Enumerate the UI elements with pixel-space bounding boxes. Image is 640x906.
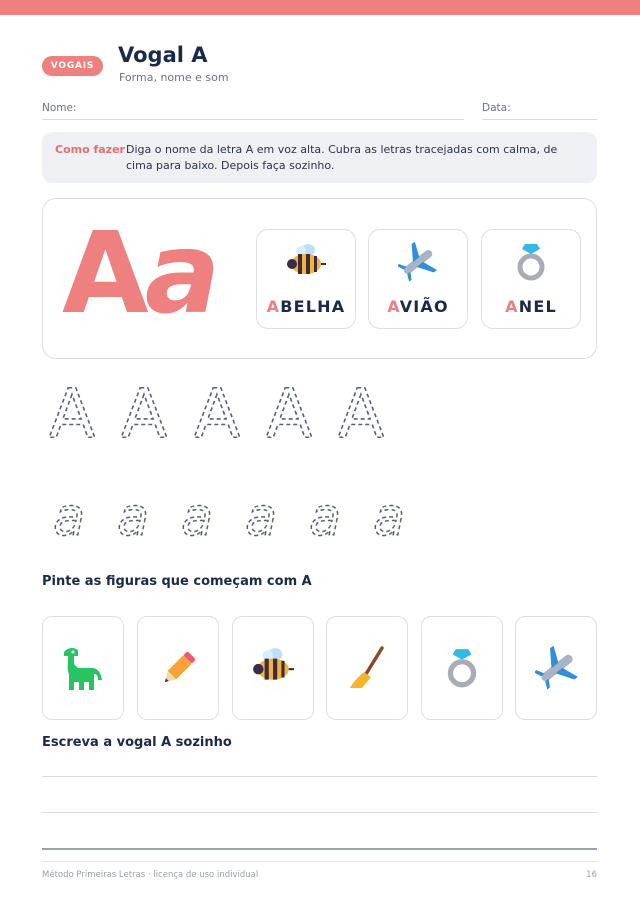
ring-icon <box>511 242 551 282</box>
instructions-box <box>42 132 597 183</box>
svg-text:a: a <box>245 495 277 541</box>
svg-text:A: A <box>193 385 241 441</box>
trace-letter-lower[interactable] <box>48 495 90 541</box>
svg-text:A: A <box>265 385 313 441</box>
airplane-icon <box>398 242 438 282</box>
page-title: Vogal A <box>118 43 208 67</box>
word-anel: ANEL <box>505 297 557 316</box>
big-letter-display <box>62 209 217 339</box>
top-accent-bar <box>0 0 640 15</box>
trace-letter-upper[interactable] <box>118 385 170 441</box>
word-abelha: ABELHA <box>266 297 346 316</box>
footer-license: Método Primeiras Letras · licença de uso individual <box>42 870 259 880</box>
svg-text:A: A <box>337 385 385 441</box>
page-subtitle: Forma, nome e som <box>119 71 229 84</box>
svg-text:a: a <box>309 495 341 541</box>
picture-card-airplane[interactable] <box>515 616 597 720</box>
trace-letter-lower[interactable] <box>240 495 282 541</box>
word-card-aviao <box>368 229 468 329</box>
word-aviao: AVIÃO <box>387 297 449 316</box>
writing-line[interactable] <box>42 776 597 777</box>
picture-card-dinosaur[interactable] <box>42 616 124 720</box>
picture-card-ring[interactable] <box>421 616 503 720</box>
svg-text:A: A <box>48 385 96 441</box>
date-field[interactable] <box>482 119 597 120</box>
picture-card-bee[interactable] <box>232 616 314 720</box>
broom-icon <box>346 646 388 690</box>
writing-heading: Escreva a vogal A sozinho <box>42 735 232 750</box>
trace-letter-lower[interactable] <box>304 495 346 541</box>
trace-letter-upper[interactable] <box>46 385 98 441</box>
date-label: Data: <box>482 102 511 114</box>
page-number: 16 <box>586 870 597 880</box>
trace-letter-upper[interactable] <box>335 385 387 441</box>
category-badge: VOGAIS <box>42 56 103 76</box>
word-card-abelha <box>256 229 356 329</box>
trace-letter-upper[interactable] <box>191 385 243 441</box>
bee-icon <box>252 646 294 686</box>
name-label: Nome: <box>42 102 77 114</box>
dinosaur-icon <box>62 646 104 690</box>
svg-text:a: a <box>53 495 85 541</box>
picture-card-broom[interactable] <box>326 616 408 720</box>
footer-divider <box>42 861 597 862</box>
trace-letter-lower[interactable] <box>368 495 410 541</box>
writing-line[interactable] <box>42 812 597 813</box>
instructions-text: Diga o nome da letra A em voz alta. Cubra as letras tracejadas com calma, de cima para baixo. Depois faça sozinho. <box>126 143 558 172</box>
name-field[interactable] <box>42 119 464 120</box>
word-card-anel <box>481 229 581 329</box>
bee-icon <box>286 242 326 280</box>
picture-card-pencil[interactable] <box>137 616 219 720</box>
svg-text:a: a <box>181 495 213 541</box>
svg-text:A: A <box>120 385 168 441</box>
svg-text:a: a <box>373 495 405 541</box>
writing-baseline[interactable] <box>42 848 597 850</box>
big-lowercase-letter: a <box>144 209 217 339</box>
trace-letter-lower[interactable] <box>176 495 218 541</box>
ring-icon <box>441 646 483 690</box>
coloring-heading: Pinte as figuras que começam com A <box>42 574 312 589</box>
airplane-icon <box>535 646 579 690</box>
pencil-icon <box>157 646 201 690</box>
big-uppercase-letter: A <box>62 209 145 339</box>
svg-text:a: a <box>117 495 149 541</box>
instructions-label: Como fazer <box>55 143 125 156</box>
trace-letter-lower[interactable] <box>112 495 154 541</box>
trace-letter-upper[interactable] <box>263 385 315 441</box>
